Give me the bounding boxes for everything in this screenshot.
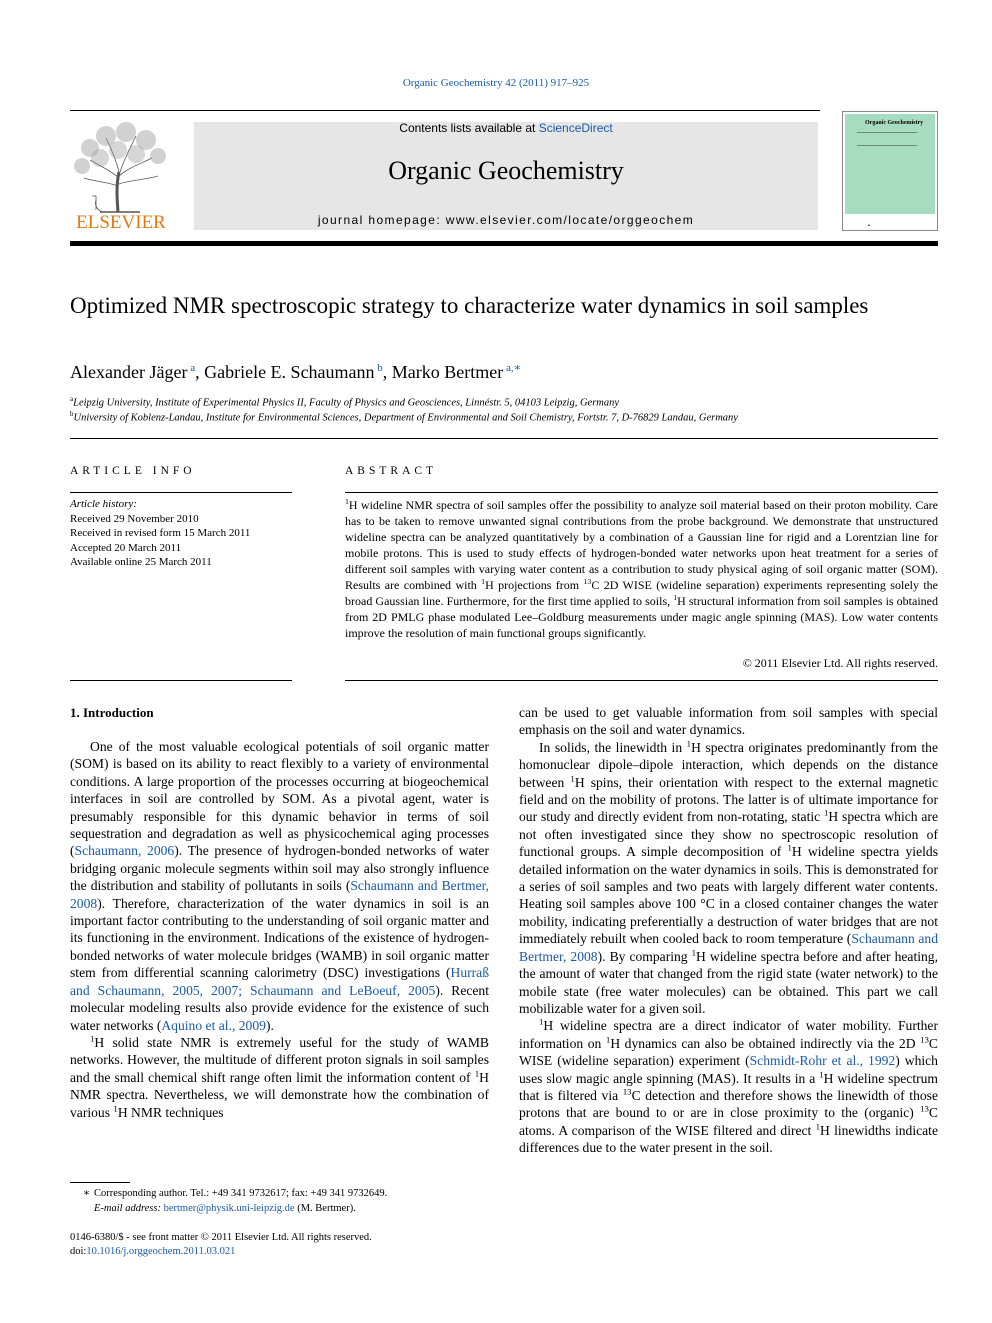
superscript: 1: [691, 947, 697, 958]
abstract-body: $^1$H wideline NMR spectra of soil samples offer the possibility to analyze soil material based on their proton mobility. Care has to be taken to remove unwanted signal contributions from the probe background. We demonstrate that unstructured wideline spectra can be analyzed quantitatively by a combination of a Gaussian line for rigid and a Lorentzian line for mobile protons. This is used to study effects of hydrogen-bonded water networks upon heat treatment for a series of different soil samples with varying water content as a contribution to study physical aging of soil organic matter (SOM). Results are combined with $^1$H projections from $^{13}$C 2D WISE (wideline separation) experiments representing solely the broad Gaussian line. Furthermore, for the first time applied to soils, $^1$H structural information from soil samples is obtained from 2D PMLG phase modulated Lee–Goldburg measurements under magic angle spinning (MAS). Low water contents improve the resolution of main functional groups significantly.: [345, 497, 939, 640]
sciencedirect-link[interactable]: ScienceDirect: [538, 121, 613, 135]
author-list: [70, 362, 521, 383]
doi-link[interactable]: 10.1016/j.orggeochem.2011.03.021: [86, 1246, 236, 1257]
elsevier-logo[interactable]: [70, 120, 172, 232]
elsevier-wordmark: ELSEVIER: [76, 212, 166, 232]
journal-cover-thumbnail[interactable]: [842, 111, 938, 231]
author-name: Gabriele E. Schaumann: [204, 362, 375, 382]
contents-prefix: Contents lists available at: [399, 121, 539, 135]
body-paragraph: $^1$H wideline spectra are a direct indicator of water mobility. Further information on $^1$H dynamics can also be obtained indirectly via the 2D $^{13}$C WISE (wideline separation) experiment (Schmidt-Rohr et al., 1992) which uses slow magic angle spinning (MAS). It results in a $^1$H wideline spectrum that is filtered via $^{13}$C detection and therefore shows the linewidth of those protons that are bound to or are in close proximity to the (organic) $^{13}$C atoms. A comparison of the WISE filtered and direct $^1$H linewidths indicate differences due to the water present in the soil.: [519, 1016, 938, 1156]
history-label: Article history:: [70, 498, 137, 510]
citation-link[interactable]: Aquino et al., 2009: [161, 1017, 266, 1033]
superscript: 1: [819, 1069, 824, 1079]
header-rule: [70, 110, 820, 111]
superscript: 1: [90, 1033, 95, 1044]
abstract-rule: [345, 492, 938, 493]
journal-homepage[interactable]: journal homepage: www.elsevier.com/locate/orggeochem: [317, 213, 695, 227]
email-link[interactable]: bertmer@physik.uni-leipzig.de: [163, 1203, 295, 1214]
author-separator: ,: [195, 362, 205, 382]
article-info-heading: ARTICLE INFO: [70, 465, 196, 477]
article-history: [70, 497, 250, 570]
superscript: 13: [622, 1086, 632, 1097]
elsevier-tree-icon: [70, 120, 172, 232]
affiliation-a: [70, 395, 619, 409]
email-suffix: (M. Bertmer).: [294, 1203, 356, 1214]
contents-line: [194, 121, 818, 135]
body-column-right: [519, 704, 938, 1157]
superscript: 1: [570, 773, 575, 784]
author-name: Alexander Jäger: [70, 362, 188, 382]
superscript: 1: [686, 738, 692, 749]
superscript: 1: [605, 1034, 611, 1045]
abstract-copyright: © 2011 Elsevier Ltd. All rights reserved.: [742, 656, 938, 670]
superscript: 13: [920, 1034, 929, 1045]
superscript: 1: [823, 807, 829, 818]
author-separator: ,: [382, 362, 392, 382]
abstract-heading: ABSTRACT: [345, 465, 438, 477]
issn-line: 0146-6380/$ - see front matter © 2011 Elsevier Ltd. All rights reserved.: [70, 1232, 372, 1243]
superscript: 1: [481, 577, 486, 586]
article-info-rule: [70, 492, 292, 493]
citation-link[interactable]: Schaumann and Bertmer, 2008: [519, 931, 938, 964]
body-paragraph: In solids, the linewidth in $^1$H spectra originates predominantly from the homonuclear dipole–dipole interaction, which depends on the distance between $^1$H spins, their orientation with respect to the external magnetic field and on the mobility of protons. The latter is of ultimate importance for our study and directly evident from non-rotating, static $^1$H spectra which are not often investigated since they show no spectroscopic resolution of functional groups. A simple decomposition of $^1$H wideline spectra yields detailed information on the water dynamics in soils. This is demonstrated for a series of soil samples and two peats with largely different water contents. Heating soil samples above 100 °C in a closed container changes the water mobility, indicating preferentially a destruction of water bridges that are not immediately rebuilt when cooled back to room temperature (Schaumann and Bertmer, 2008). By comparing $^1$H wideline spectra before and after heating, the amount of water that changed from the rigid state (water network) to the mobile state (free water molecules) can be obtained. This part we call mobilizable water for a given soil.: [519, 738, 939, 1016]
history-online: Available online 25 March 2011: [70, 556, 212, 568]
footnote-marker: ∗: [82, 1188, 90, 1199]
body-paragraph: One of the most valuable ecological potentials of soil organic matter (SOM) is based on its ability to react flexibly to a variety of environmental conditions. A large proportion of the processes occurring at biogeochemical interfaces in soil are controlled by SOM. As a pivotal agent, water is presumably responsible for this dynamic behavior in terms of soil sequestration and degradation as well as physicochemical aging processes (Schaumann, 2006). The presence of hydrogen-bonded networks of water bridging organic molecule segments within soil may also strongly influence the distribution and stability of pollutants in soils (Schaumann and Bertmer, 2008). Therefore, characterization of the water dynamics in soil is an important factor contributing to the understanding of soil organic matter and its functioning in the environment. Indications of the existence of hydrogen-bonded networks of water molecule bridges (WAMB) in soil organic matter stem from differential scanning calorimetry (DSC) investigations (Hurraß and Schaumann, 2005, 2007; Schaumann and LeBoeuf, 2005). Recent molecular modeling results also provide evidence for the existence of such water networks (Aquino et al., 2009).: [70, 739, 489, 1033]
citation-link[interactable]: Schaumann, 2006: [74, 843, 175, 859]
citation-link[interactable]: Hurraß and Schaumann, 2005, 2007; Schaumann and LeBoeuf, 2005: [70, 965, 489, 998]
affiliation-text: University of Koblenz-Landau, Institute for Environmental Sciences, Department of Environmental and Soil Chemistry, Fortstr. 7, D-76829 Landau, Germany: [73, 412, 738, 424]
superscript: 1: [539, 1016, 544, 1027]
journal-citation[interactable]: Organic Geochemistry 42 (2011) 917–925: [402, 77, 590, 89]
corresponding-author: Corresponding author. Tel.: +49 341 9732617; fax: +49 341 9732649.: [94, 1188, 388, 1199]
section-heading-introduction: 1. Introduction: [70, 705, 154, 720]
cover-publisher-mark: ▲: [867, 222, 871, 227]
cover-panel: [845, 114, 935, 214]
superscript: 1: [113, 1103, 118, 1113]
citation-link[interactable]: Schaumann and Bertmer, 2008: [70, 878, 489, 911]
author-affil-link[interactable]: a,∗: [506, 362, 522, 374]
body-paragraph: can be used to get valuable information from soil samples with special emphasis on the soil and water dynamics.: [519, 705, 938, 738]
doi-label: doi:: [70, 1246, 87, 1257]
section-rule: [70, 438, 938, 439]
superscript: 1: [345, 497, 349, 506]
article-title: Optimized NMR spectroscopic strategy to characterize water dynamics in soil samples: [70, 293, 869, 318]
history-accepted: Accepted 20 March 2011: [70, 541, 182, 554]
superscript: 1: [787, 842, 792, 853]
header-rule-thick: [70, 241, 938, 246]
affiliation-marker: b: [70, 410, 74, 418]
affiliation-b: [70, 410, 738, 424]
author-name: Marko Bertmer: [391, 362, 504, 382]
affiliation-marker: a: [70, 395, 74, 403]
footnote-rule: [70, 1182, 130, 1183]
superscript: 13: [583, 577, 592, 586]
superscript: 1: [815, 1121, 821, 1132]
author-affil-link[interactable]: a: [190, 362, 196, 374]
body-column-left: [70, 738, 489, 1121]
article-info-rule-bottom: [70, 680, 292, 681]
body-paragraph: $^1$H solid state NMR is extremely useful for the study of WAMB networks. However, the multitude of different proton signals in soil samples and the small chemical shift range often limit the information content of $^1$H NMR spectra. Nevertheless, we will demonstrate how the combination of various $^1$H NMR techniques: [70, 1033, 489, 1120]
citation-link[interactable]: Schmidt-Rohr et al., 1992: [749, 1053, 896, 1069]
affiliation-text: Leipzig University, Institute of Experimental Physics II, Faculty of Physics and Geosciences, Linnéstr. 5, 04103 Leipzig, Germany: [73, 397, 620, 409]
superscript: 1: [673, 593, 678, 602]
cover-title: Organic Geochemistry: [865, 120, 924, 126]
abstract-rule-bottom: [345, 680, 938, 681]
superscript: 1: [474, 1068, 480, 1079]
superscript: 13: [920, 1103, 929, 1114]
author-affil-link[interactable]: b: [377, 362, 383, 374]
email-label: E-mail address:: [94, 1203, 161, 1214]
cover-decoration: [857, 132, 917, 146]
publication-info: [70, 1231, 372, 1259]
history-received: Received 29 November 2010: [70, 512, 199, 525]
footnote: [70, 1186, 387, 1216]
history-revised: Received in revised form 15 March 2011: [70, 527, 251, 539]
journal-title: Organic Geochemistry: [388, 156, 624, 185]
